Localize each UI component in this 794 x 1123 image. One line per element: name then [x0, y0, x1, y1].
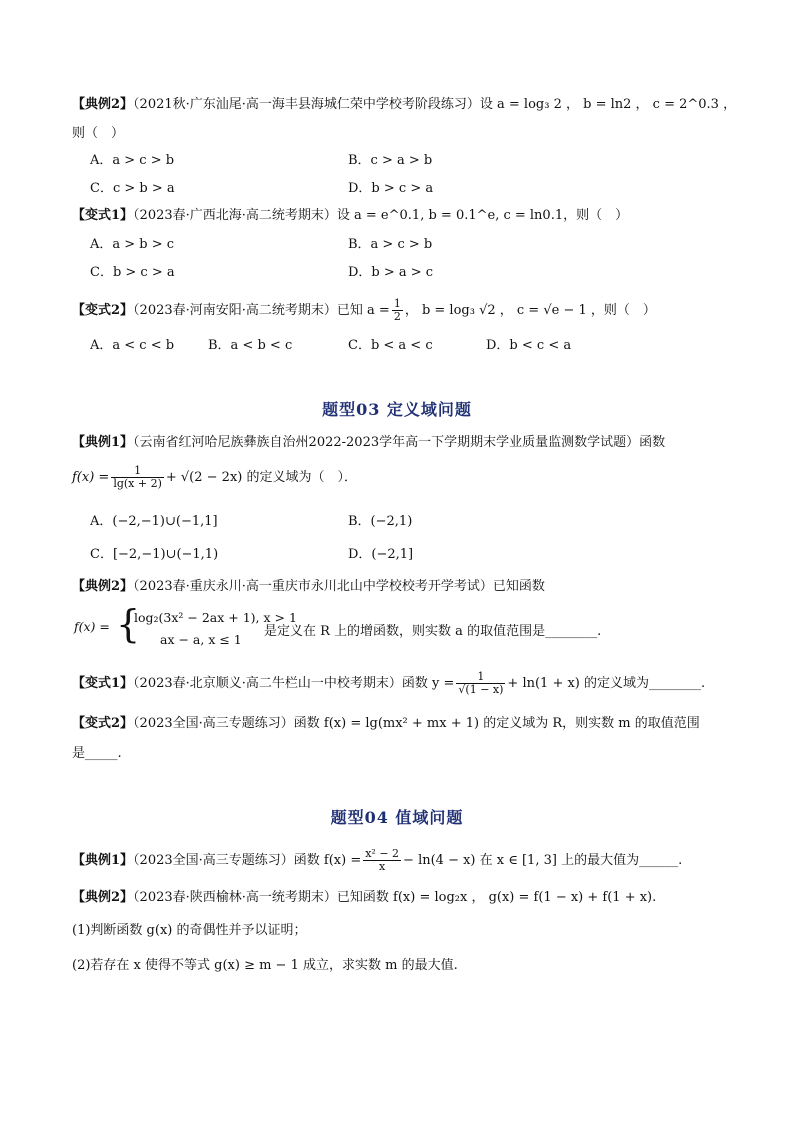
piecewise-brace: { — [116, 602, 141, 646]
domain-example-1-formula — [72, 465, 722, 490]
domain-example-1-tag: 【典例1】 — [72, 435, 134, 450]
domain-example-2-rest: 是定义在 R 上的增函数，则实数 a 的取值范围是________. — [264, 624, 602, 639]
domain-example-1-line1 — [72, 434, 722, 452]
variant-1-option-a: A．a > b > c — [90, 237, 175, 252]
domain-example-2-lhs: f(x) = — [74, 619, 110, 634]
domain-example-1-rest: + √(2 − 2x) 的定义域为（ ）． — [165, 470, 357, 485]
piecewise-case-2: ax − a, x ≤ 1 — [160, 632, 242, 647]
variant-2-text-after: ， b = log₃ √2 ， c = √e − 1 ，则（ ） — [404, 303, 656, 318]
range-example-2-question-2: (2)若存在 x 使得不等式 g(x) ≥ m − 1 成立，求实数 m 的最大值. — [72, 958, 458, 973]
variant-1-tag: 【变式1】 — [72, 208, 134, 223]
example-2-tag: 【典例2】 — [72, 97, 134, 112]
example-2-option-d: D．b > c > a — [348, 181, 434, 196]
variant-1-text: （2023春·广西北海·高二统考期末）设 a = e^0.1, b = 0.1^e, c = ln0.1，则（ ） — [133, 208, 629, 223]
variant-1-option-c: C．b > c > a — [90, 265, 175, 280]
domain-variant-1-frac-num: 1 — [456, 671, 505, 684]
domain-variant-2-tag: 【变式2】 — [72, 716, 134, 731]
variant-2-tag: 【变式2】 — [72, 303, 134, 318]
section-heading-range: 题型04 值域问题 — [330, 808, 464, 827]
range-example-1-line — [72, 848, 722, 873]
domain-example-1-option-b: B．(−2,1) — [348, 514, 413, 529]
domain-example-2-tag: 【典例2】 — [72, 579, 134, 594]
example-2-option-c: C．c > b > a — [90, 181, 175, 196]
example-2-line2: 则（ ） — [72, 126, 125, 141]
example-2-text: （2021秋·广东汕尾·高一海丰县海城仁荣中学校考阶段练习）设 a = log₃ 2 ， b = ln2 ， c = 2^0.3 ， — [133, 97, 737, 112]
variant-2-frac-den: 2 — [393, 310, 401, 323]
variant-2-option-c: C．b < a < c — [348, 338, 433, 353]
variant-2-frac-num: 1 — [393, 297, 401, 310]
domain-example-2-line1 — [72, 578, 722, 596]
domain-example-1-frac-den: lg(x + 2) — [113, 477, 162, 490]
domain-example-1-fraction — [111, 465, 164, 490]
variant-2-fraction — [392, 298, 403, 323]
range-example-2-text: （2023春·陕西榆林·高一统考期末）已知函数 f(x) = log₂x ， g(x) = f(1 − x) + f(1 + x). — [133, 890, 657, 905]
variant-1-option-b: B．a > c > b — [348, 237, 433, 252]
domain-example-1-option-c: C．[−2,−1)∪(−1,1) — [90, 547, 219, 562]
variant-1-line — [72, 207, 722, 225]
example-2-option-a: A．a > c > b — [90, 153, 175, 168]
range-example-1-fraction — [363, 848, 401, 873]
variant-2-option-a: A．a < c < b — [90, 338, 175, 353]
range-example-2-question-1: (1)判断函数 g(x) 的奇偶性并予以证明； — [72, 923, 307, 938]
domain-example-1-option-a: A．(−2,−1)∪(−1,1] — [90, 514, 218, 529]
domain-example-1-option-d: D．(−2,1] — [348, 547, 414, 562]
domain-example-1-text: （云南省红河哈尼族彝族自治州2022-2023学年高一下学期期末学业质量监测数学试题）函数 — [133, 435, 666, 450]
range-example-1-tag: 【典例1】 — [72, 853, 134, 868]
domain-variant-1-text-before: （2023春·北京顺义·高二牛栏山一中校考期末）函数 y = — [133, 676, 455, 691]
variant-2-option-b: B．a < b < c — [208, 338, 293, 353]
variant-2-text-before: （2023春·河南安阳·高二统考期末）已知 a = — [133, 303, 390, 318]
section-heading-domain: 题型03 定义域问题 — [322, 400, 472, 419]
domain-example-1-lhs: f(x) = — [72, 470, 110, 485]
variant-2-line — [72, 298, 722, 323]
range-example-2-line1 — [72, 889, 722, 907]
range-example-2-tag: 【典例2】 — [72, 890, 134, 905]
domain-variant-1-frac-den: √(1 − x) — [458, 683, 504, 696]
domain-variant-2-text: （2023全国·高三专题练习）函数 f(x) = lg(mx² + mx + 1) 的定义域为 R，则实数 m 的取值范围 — [133, 716, 700, 731]
variant-1-option-d: D．b > a > c — [348, 265, 434, 280]
range-example-1-frac-num: x² − 2 — [365, 847, 400, 860]
domain-variant-1-tag: 【变式1】 — [72, 676, 134, 691]
piecewise-case-1: log₂(3x² − 2ax + 1), x > 1 — [134, 610, 297, 625]
range-example-1-frac-den: x — [379, 860, 386, 873]
domain-variant-2-line1 — [72, 715, 722, 733]
variant-2-option-d: D．b < c < a — [486, 338, 572, 353]
domain-example-2-text: （2023春·重庆永川·高一重庆市永川北山中学校校考开学考试）已知函数 — [133, 579, 545, 594]
domain-example-1-frac-num: 1 — [111, 465, 164, 478]
range-example-1-text-after: − ln(4 − x) 在 x ∈ [1, 3] 上的最大值为______. — [403, 853, 683, 868]
example-2-option-b: B．c > a > b — [348, 153, 433, 168]
range-example-1-text-before: （2023全国·高三专题练习）函数 f(x) = — [133, 853, 362, 868]
example-2-line1 — [72, 96, 737, 114]
domain-variant-1-fraction — [456, 671, 505, 696]
domain-variant-1-text-after: + ln(1 + x) 的定义域为________. — [507, 676, 706, 691]
domain-variant-1-line — [72, 671, 722, 696]
domain-variant-2-line2: 是_____. — [72, 746, 122, 761]
